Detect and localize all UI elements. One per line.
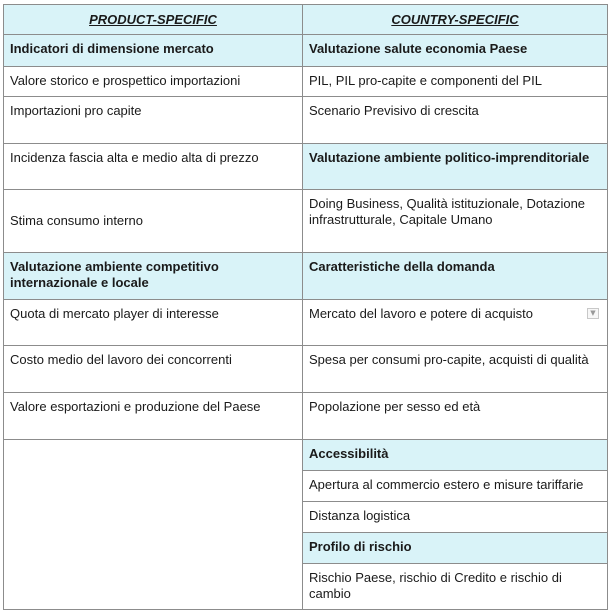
table-cell: Valore storico e prospettico importazioni — [4, 66, 303, 96]
market-evaluation-table — [3, 4, 608, 610]
table-cell: Apertura al commercio estero e misure tariffarie — [303, 471, 608, 502]
table-row — [4, 393, 608, 440]
section-heading-risk-profile: Profilo di rischio — [303, 532, 608, 563]
table-row — [4, 346, 608, 393]
table-cell: Incidenza fascia alta e medio alta di prezzo — [4, 143, 303, 190]
section-heading-demand: Caratteristiche della domanda — [303, 253, 608, 300]
section-heading-accessibility: Accessibilità — [303, 439, 608, 470]
chevron-down-icon[interactable]: ▼ — [587, 308, 599, 319]
header-country-specific: COUNTRY-SPECIFIC — [303, 5, 608, 35]
table-cell: Costo medio del lavoro dei concorrenti — [4, 346, 303, 393]
table-cell: Stima consumo interno — [4, 190, 303, 253]
table-cell: Spesa per consumi pro-capite, acquisti di qualità — [303, 346, 608, 393]
table-row — [4, 97, 608, 144]
empty-cell — [4, 439, 303, 609]
table-header-row — [4, 5, 608, 35]
table-cell: Distanza logistica — [303, 502, 608, 532]
cell-wrapper — [309, 306, 601, 340]
table-row — [4, 299, 608, 346]
table-cell: Popolazione per sesso ed età — [303, 393, 608, 440]
section-heading-market-size: Indicatori di dimensione mercato — [4, 35, 303, 66]
table-cell: Valore esportazioni e produzione del Paese — [4, 393, 303, 440]
table-row — [4, 66, 608, 96]
table-cell: Importazioni pro capite — [4, 97, 303, 144]
table-cell: Scenario Previsivo di crescita — [303, 97, 608, 144]
table-row — [4, 35, 608, 66]
table-cell: Quota di mercato player di interesse — [4, 299, 303, 346]
cell-text: Mercato del lavoro e potere di acquisto — [309, 305, 534, 321]
table-cell: PIL, PIL pro-capite e componenti del PIL — [303, 66, 608, 96]
table-cell: Rischio Paese, rischio di Credito e rischio di cambio — [303, 564, 608, 610]
header-product-specific: PRODUCT-SPECIFIC — [4, 5, 303, 35]
section-heading-political-environment: Valutazione ambiente politico-imprenditoriale — [303, 143, 608, 190]
table-row — [4, 253, 608, 300]
table-cell-with-dropdown — [303, 299, 608, 346]
table-row — [4, 190, 608, 253]
section-heading-economic-health: Valutazione salute economia Paese — [303, 35, 608, 66]
section-heading-competitive-environment: Valutazione ambiente competitivo internazionale e locale — [4, 253, 303, 300]
table-cell: Doing Business, Qualità istituzionale, Dotazione infrastrutturale, Capitale Umano — [303, 190, 608, 253]
table-row — [4, 143, 608, 190]
table-row — [4, 439, 608, 470]
